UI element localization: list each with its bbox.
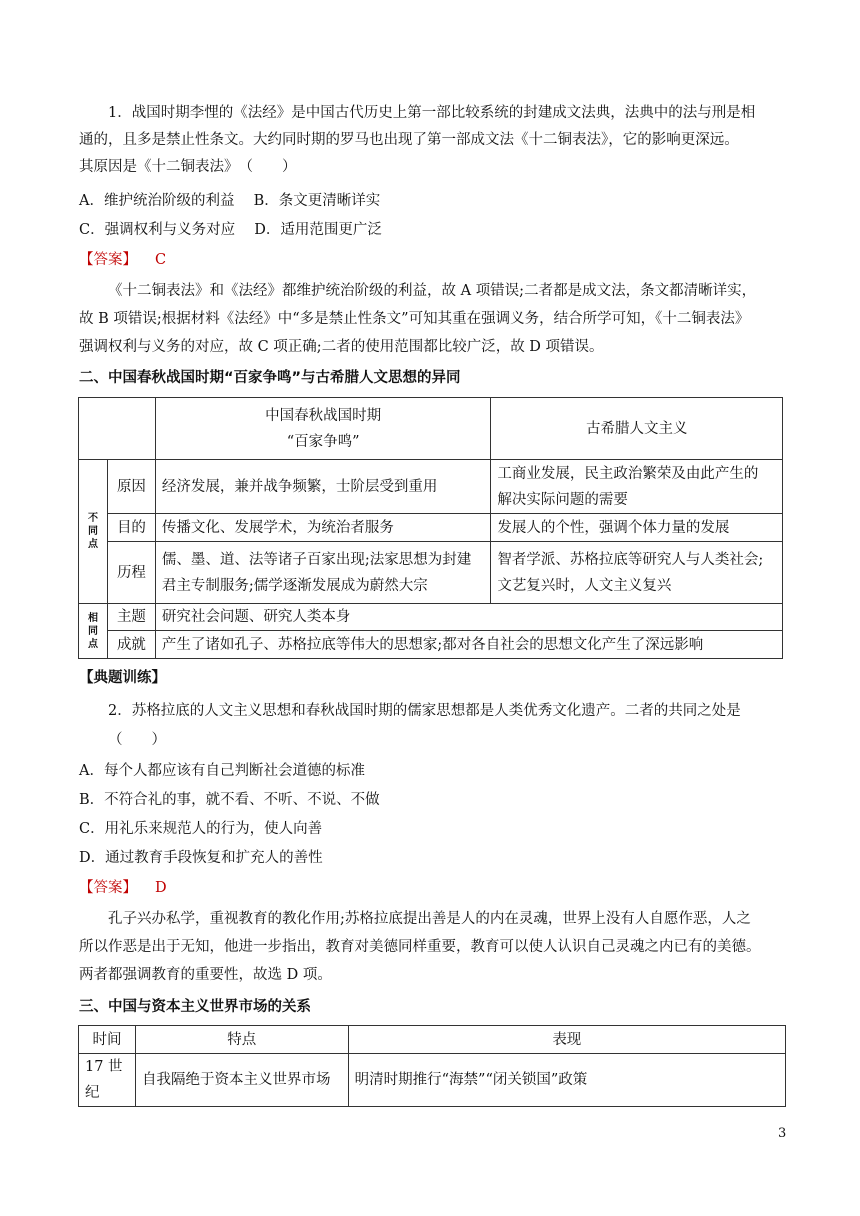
header-china-line-1: 中国春秋战国时期 [265, 407, 382, 424]
cell-greece-purpose: 发展人的个性，强调个体力量的发展 [491, 514, 783, 542]
cell-manifestation: 明清时期推行“海禁”“闭关锁国”政策 [348, 1054, 785, 1107]
cell-greece-process-line-2: 文艺复兴时，人文主义复兴 [497, 577, 672, 594]
q1-line-1: 1．战国时期李悝的《法经》是中国古代历史上第一部比较系统的封建成文法典，法典中的法与刑是相 [108, 105, 756, 121]
cell-china-process [155, 542, 490, 604]
row-label-theme: 主题 [107, 604, 155, 631]
q1-explanation-1: 《十二铜表法》和《法经》都维护统治阶级的利益，故 A 项错误;二者都是成文法，条文都清晰详实， [108, 283, 757, 299]
cell-greece-cause [491, 460, 783, 514]
header-feature: 特点 [135, 1026, 348, 1054]
group-label-same: 相 同 点 [79, 604, 108, 659]
cell-china-purpose: 传播文化、发展学术，为统治者服务 [155, 514, 490, 542]
q2-explanation-3: 两者都强调教育的重要性，故选 D 项。 [79, 967, 332, 983]
cell-china-process-line-2: 君主专制服务;儒学逐渐发展成为蔚然大宗 [161, 577, 428, 594]
answer-value: C [155, 252, 167, 268]
cell-china-process-line-1: 儒、墨、道、法等诸子百家出现;法家思想为封建 [161, 551, 472, 568]
cell-greece-cause-line-2: 解决实际问题的需要 [497, 491, 628, 508]
q2-explanation-2: 所以作恶是出于无知，他进一步指出，教育对美德同样重要，教育可以使人认识自己灵魂之内已有的美德。 [79, 939, 761, 955]
page-number: 3 [778, 1126, 787, 1141]
table-row [79, 1054, 786, 1107]
cell-greece-process [491, 542, 783, 604]
q1-answer [79, 249, 166, 271]
section-heading-3: 三、中国与资本主义世界市场的关系 [79, 999, 311, 1015]
row-label-cause: 原因 [107, 460, 155, 514]
row-label-purpose: 目的 [107, 514, 155, 542]
q2-answer [79, 877, 167, 899]
answer-value: D [155, 880, 167, 896]
cell-time: 17 世纪 [79, 1054, 136, 1107]
row-label-process: 历程 [107, 542, 155, 604]
section-heading-2: 二、中国春秋战国时期“百家争鸣”与古希腊人文思想的异同 [79, 370, 461, 386]
header-china [155, 398, 490, 460]
q2-option-c: C．用礼乐来规范人的行为，使人向善 [79, 821, 323, 837]
q2-option-a: A．每个人都应该有自己判断社会道德的标准 [79, 763, 365, 779]
q2-option-b: B．不符合礼的事，就不看、不听、不说、不做 [79, 792, 380, 808]
comparison-table [78, 397, 783, 659]
q1-option-ab: A．维护统治阶级的利益 B．条文更清晰详实 [79, 193, 381, 209]
market-table [78, 1025, 786, 1107]
answer-label: 【答案】 [79, 252, 137, 268]
header-time: 时间 [79, 1026, 136, 1054]
q1-option-cd: C．强调权利与义务对应 D．适用范围更广泛 [79, 222, 382, 238]
q1-explanation-3: 强调权利与义务的对应，故 C 项正确;二者的使用范围都比较广泛，故 D 项错误。 [79, 339, 604, 355]
row-label-achievement: 成就 [107, 631, 155, 659]
answer-label: 【答案】 [79, 880, 137, 896]
cell-greece-process-line-1: 智者学派、苏格拉底等研究人与人类社会; [497, 551, 764, 568]
cell-china-cause: 经济发展，兼并战争频繁，士阶层受到重用 [155, 460, 490, 514]
cell-theme: 研究社会问题、研究人类本身 [155, 604, 782, 631]
cell-greece-cause-line-1: 工商业发展，民主政治繁荣及由此产生的 [497, 465, 759, 482]
q1-line-2: 通的，且多是禁止性条文。大约同时期的罗马也出现了第一部成文法《十二铜表法》，它的影响更深远。 [79, 132, 739, 148]
q2-line-1: 2．苏格拉底的人文主义思想和春秋战国时期的儒家思想都是人类优秀文化遗产。二者的共同之处是 [108, 703, 741, 719]
cell-achievement: 产生了诸如孔子、苏格拉底等伟大的思想家;都对各自社会的思想文化产生了深远影响 [155, 631, 782, 659]
q2-explanation-1: 孔子兴办私学，重视教育的教化作用;苏格拉底提出善是人的内在灵魂，世界上没有人自愿作恶，人之 [108, 911, 751, 927]
table-corner-cell [79, 398, 156, 460]
q2-option-d: D．通过教育手段恢复和扩充人的善性 [79, 850, 323, 866]
header-greece: 古希腊人文主义 [491, 398, 783, 460]
header-manifestation: 表现 [348, 1026, 785, 1054]
q2-line-2: （ ） [108, 732, 166, 748]
cell-feature: 自我隔绝于资本主义世界市场 [135, 1054, 348, 1107]
q1-line-3: 其原因是《十二铜表法》 （ ） [79, 159, 297, 175]
training-heading: 【典题训练】 [79, 670, 166, 686]
header-china-line-2: “百家争鸣” [286, 433, 360, 450]
q1-explanation-2: 故 B 项错误;根据材料《法经》中“多是禁止性条文”可知其重在强调义务，结合所学可知，《十二铜表法》 [79, 311, 750, 327]
group-label-different: 不 同 点 [79, 460, 108, 604]
